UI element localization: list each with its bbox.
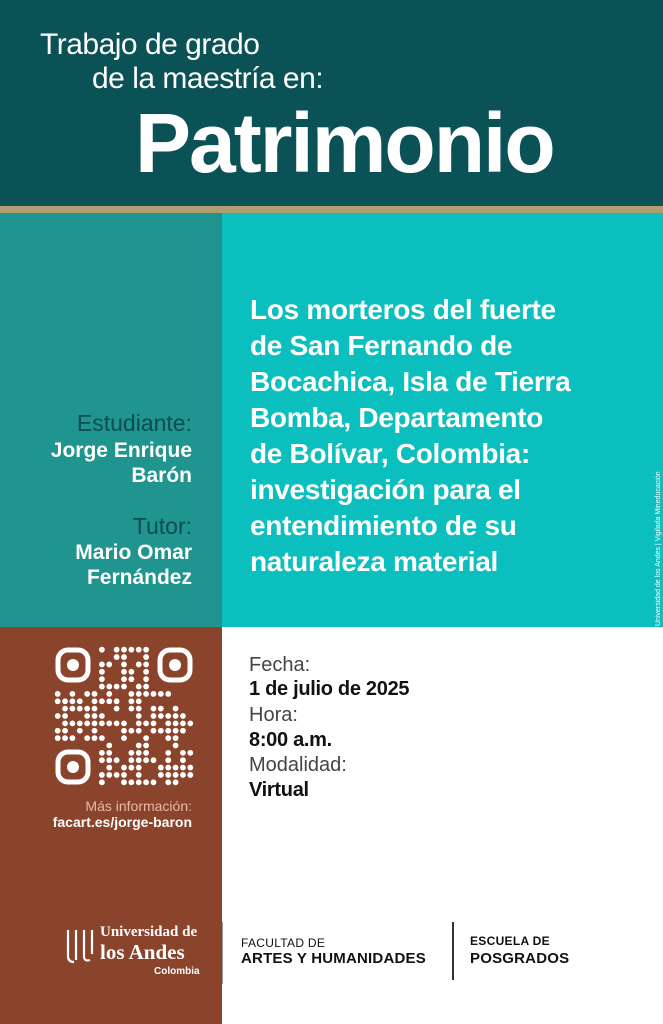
thesis-title-line: de Bolívar, Colombia: xyxy=(250,438,530,469)
tutor-name-line-2: Fernández xyxy=(86,566,192,589)
student-label: Estudiante: xyxy=(76,410,192,436)
thesis-title-line: entendimiento de su xyxy=(250,510,517,541)
thesis-title xyxy=(250,292,630,580)
accent-rule xyxy=(0,206,663,213)
mode-label: Modalidad: xyxy=(249,754,347,776)
university-logo xyxy=(64,924,204,980)
university-name-line-2: los Andes xyxy=(100,940,185,964)
thesis-title-line: de San Fernando de xyxy=(250,330,513,361)
student-name-line-2: Barón xyxy=(131,464,192,487)
more-info-label: Más información: xyxy=(85,798,192,814)
subtitle-line-2: de la maestría en: xyxy=(92,62,324,95)
date-value: 1 de julio de 2025 xyxy=(249,678,410,700)
tutor-name-line-1: Mario Omar xyxy=(75,541,192,564)
time-label: Hora: xyxy=(249,704,298,726)
more-info-link[interactable]: facart.es/jorge-baron xyxy=(52,814,192,830)
tutor-label: Tutor: xyxy=(132,513,192,539)
thesis-title-line: investigación para el xyxy=(250,474,521,505)
faculty-line-2: ARTES Y HUMANIDADES xyxy=(241,950,426,967)
qr-code-icon[interactable] xyxy=(54,646,194,786)
university-country: Colombia xyxy=(154,966,200,977)
thesis-title-line: Bocachica, Isla de Tierra xyxy=(250,366,571,397)
date-label: Fecha: xyxy=(249,654,311,676)
university-emblem-icon xyxy=(64,926,96,964)
thesis-title-line: Los morteros del fuerte xyxy=(250,294,556,325)
time-value: 8:00 a.m. xyxy=(249,729,332,751)
logo-divider xyxy=(452,922,454,980)
main-title: Patrimonio xyxy=(135,96,554,190)
thesis-title-line: Bomba, Departamento xyxy=(250,402,544,433)
school-line-2: POSGRADOS xyxy=(470,950,570,967)
student-name-line-1: Jorge Enrique xyxy=(50,439,192,462)
subtitle-line-1: Trabajo de grado xyxy=(40,28,260,61)
thesis-title-line: naturaleza material xyxy=(250,546,498,577)
mode-value: Virtual xyxy=(249,779,309,801)
faculty-line-1: FACULTAD DE xyxy=(241,936,326,950)
university-name-line-1: Universidad de xyxy=(100,924,198,940)
logo-divider xyxy=(222,922,223,984)
vertical-credit: Universidad de los Andes | Vigilada Mineducación xyxy=(655,471,662,626)
school-line-1: ESCUELA DE xyxy=(470,934,550,948)
